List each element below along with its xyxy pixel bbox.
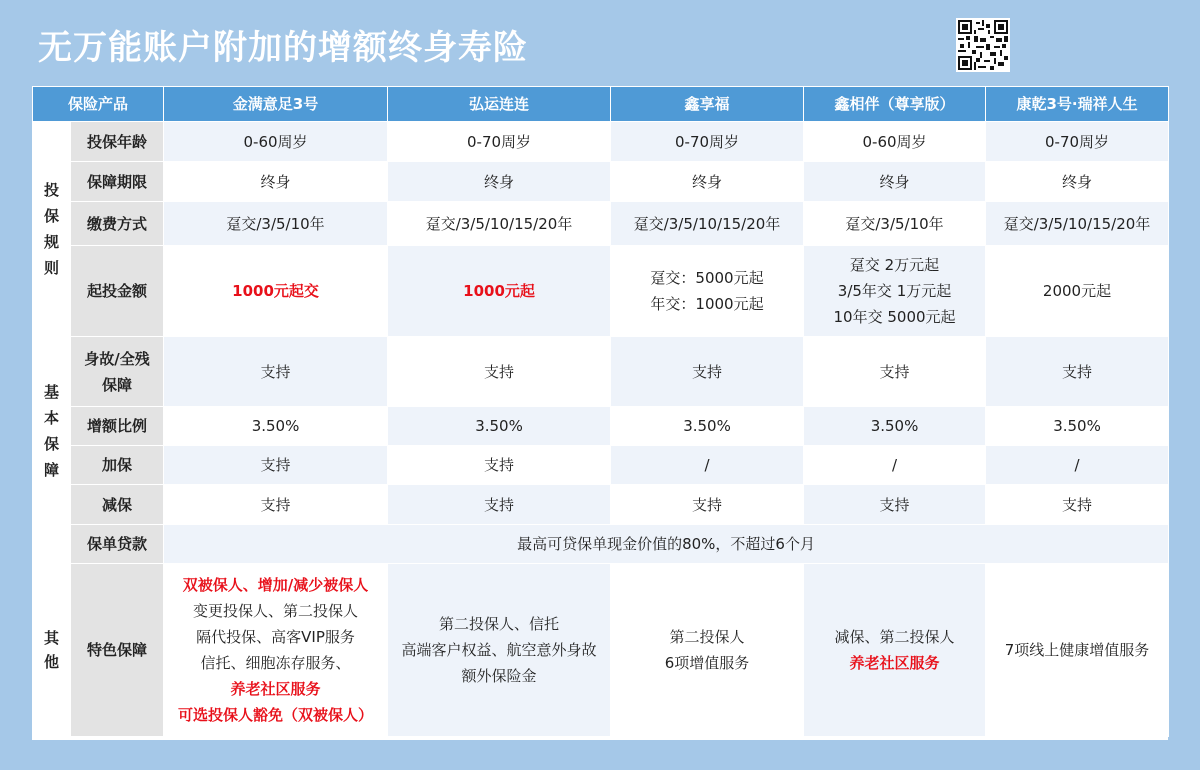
table-cell: / — [804, 446, 986, 485]
table-cell: / — [986, 446, 1169, 485]
table-cell: 0-70周岁 — [986, 122, 1169, 162]
table-cell: 支持 — [986, 337, 1169, 407]
table-cell: 终身 — [164, 162, 388, 202]
cell-line: 变更投保人、第二投保人 — [193, 602, 359, 620]
table-cell: 终身 — [804, 162, 986, 202]
table-row — [33, 446, 1169, 485]
table-cell — [611, 564, 804, 737]
table-cell: 0-60周岁 — [804, 122, 986, 162]
header-product: 金满意足3号 — [164, 87, 388, 122]
cell-line: 养老社区服务 — [230, 680, 321, 698]
page-title: 无万能账户附加的增额终身寿险 — [38, 28, 528, 68]
row-label: 减保 — [71, 485, 164, 525]
table-row — [33, 337, 1169, 407]
row-label: 保单贷款 — [71, 525, 164, 564]
table-cell: 支持 — [611, 337, 804, 407]
cell-line: 3/5年交 1万元起 — [837, 282, 952, 300]
comparison-table — [32, 86, 1169, 737]
table-cell-merged: 最高可贷保单现金价值的80%，不超过6个月 — [164, 525, 1169, 564]
header-product: 鑫享福 — [611, 87, 804, 122]
table-cell: 终身 — [611, 162, 804, 202]
row-label: 投保年龄 — [71, 122, 164, 162]
table-cell: 支持 — [804, 337, 986, 407]
cell-line: 趸交：5000元起 — [650, 269, 764, 287]
table-cell: 3.50% — [804, 407, 986, 446]
header-product: 鑫相伴（尊享版） — [804, 87, 986, 122]
table-cell — [804, 246, 986, 337]
cell-line: 隔代投保、高客VIP服务 — [196, 628, 355, 646]
row-label: 增额比例 — [71, 407, 164, 446]
table-cell: 趸交/3/5/10年 — [164, 202, 388, 246]
table-row — [33, 485, 1169, 525]
comparison-table-container — [32, 86, 1168, 740]
table-cell: 0-60周岁 — [164, 122, 388, 162]
qr-code-icon — [956, 18, 1010, 72]
cell-line: 10年交 5000元起 — [833, 308, 956, 326]
row-label: 起投金额 — [71, 246, 164, 337]
row-label: 加保 — [71, 446, 164, 485]
table-row — [33, 246, 1169, 337]
cell-line: 第二投保人 — [669, 628, 745, 646]
table-cell: 3.50% — [164, 407, 388, 446]
table-row — [33, 202, 1169, 246]
header-product-label: 保险产品 — [33, 87, 164, 122]
cell-line: 高端客户权益、航空意外身故 — [401, 641, 597, 659]
table-cell: 支持 — [388, 337, 611, 407]
row-label: 身故/全残保障 — [71, 337, 164, 407]
table-row — [33, 162, 1169, 202]
table-row — [33, 407, 1169, 446]
table-cell: 支持 — [164, 446, 388, 485]
table-row — [33, 122, 1169, 162]
table-cell — [611, 246, 804, 337]
table-cell: 趸交/3/5/10年 — [804, 202, 986, 246]
table-cell: 1000元起交 — [164, 246, 388, 337]
table-cell: 终身 — [986, 162, 1169, 202]
cell-line: 年交：1000元起 — [650, 295, 764, 313]
cell-line: 趸交 2万元起 — [849, 256, 940, 274]
table-cell: 终身 — [388, 162, 611, 202]
cell-line: 信托、细胞冻存服务、 — [200, 654, 351, 672]
cell-line: 可选投保人豁免（双被保人） — [178, 706, 374, 724]
table-cell — [388, 564, 611, 737]
table-cell: 3.50% — [986, 407, 1169, 446]
table-cell: 0-70周岁 — [611, 122, 804, 162]
cell-line: 额外保险金 — [461, 667, 537, 685]
table-cell: 2000元起 — [986, 246, 1169, 337]
cell-line: 双被保人、增加/减少被保人 — [182, 576, 369, 594]
table-cell: 7项线上健康增值服务 — [986, 564, 1169, 737]
cell-line: 6项增值服务 — [664, 654, 750, 672]
row-label: 特色保障 — [71, 564, 164, 737]
header-row — [33, 87, 1169, 122]
group-label-other: 其他 — [33, 564, 71, 737]
header-product: 弘运连连 — [388, 87, 611, 122]
table-cell: 支持 — [804, 485, 986, 525]
table-cell: 支持 — [388, 446, 611, 485]
table-cell: 支持 — [611, 485, 804, 525]
table-cell: 0-70周岁 — [388, 122, 611, 162]
table-cell — [164, 564, 388, 737]
group-label-empty — [33, 525, 71, 564]
table-cell: 3.50% — [388, 407, 611, 446]
table-cell: 支持 — [164, 485, 388, 525]
table-cell: 支持 — [388, 485, 611, 525]
table-row — [33, 525, 1169, 564]
row-label: 缴费方式 — [71, 202, 164, 246]
table-cell: 趸交/3/5/10/15/20年 — [611, 202, 804, 246]
table-cell: 趸交/3/5/10/15/20年 — [986, 202, 1169, 246]
table-cell: 1000元起 — [388, 246, 611, 337]
cell-line: 养老社区服务 — [849, 654, 940, 672]
cell-line: 第二投保人、信托 — [439, 615, 560, 633]
table-cell — [804, 564, 986, 737]
group-label-basic: 基本保障 — [33, 337, 71, 525]
row-label: 保障期限 — [71, 162, 164, 202]
table-cell: 支持 — [986, 485, 1169, 525]
cell-line: 减保、第二投保人 — [834, 628, 955, 646]
table-cell: 支持 — [164, 337, 388, 407]
table-cell: / — [611, 446, 804, 485]
table-row — [33, 564, 1169, 737]
header-product: 康乾3号·瑞祥人生 — [986, 87, 1169, 122]
group-label-rules: 投保规则 — [33, 122, 71, 337]
table-cell: 趸交/3/5/10/15/20年 — [388, 202, 611, 246]
table-cell: 3.50% — [611, 407, 804, 446]
